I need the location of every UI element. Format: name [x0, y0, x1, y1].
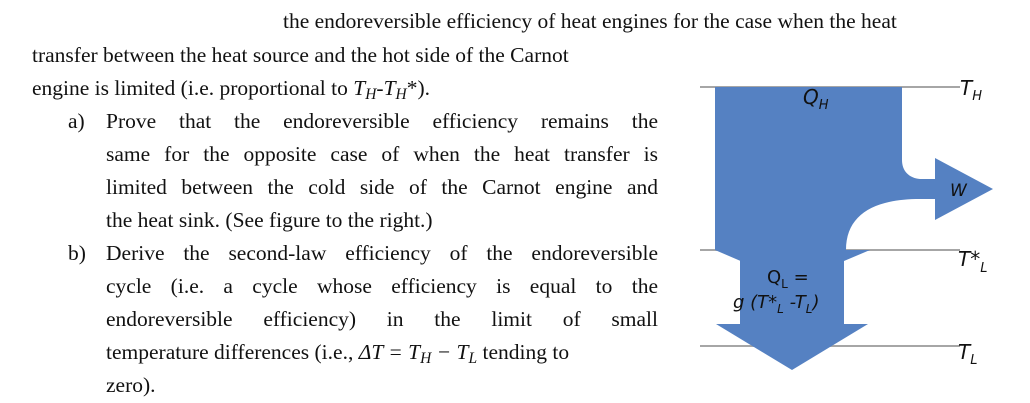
intro-minus: - [376, 76, 384, 100]
sub-l: L [468, 349, 478, 367]
sub-h: H [420, 349, 432, 367]
intro-sub-h-2: H [395, 85, 407, 103]
part-a-line-1: Prove that the endoreversible efficiency remains the [106, 109, 658, 133]
intro-sub-h: H [365, 85, 377, 103]
ql-label-line-1: $Q_L$ = [767, 267, 809, 291]
part-b-line-4-end: tending to [477, 340, 570, 364]
minus-tl: − T [431, 340, 469, 364]
part-a-line-2: same for the opposite case of when the heat transfer is [106, 142, 658, 166]
w-label: W [950, 181, 967, 201]
tl-label: $T_L$ [958, 340, 978, 368]
delta-t-equation: ΔT = T [358, 340, 421, 364]
part-a-line-4: the heat sink. (See figure to the right.) [106, 208, 433, 232]
part-b-line-4-text: temperature differences (i.e., [106, 340, 359, 364]
intro-line-1: the endoreversible efficiency of heat engines for the case when the heat [283, 9, 897, 33]
part-a-marker: a) [68, 109, 85, 133]
part-a-line-3: limited between the cold side of the Carnot engine and [106, 175, 658, 199]
intro-line-2: transfer between the heat source and the hot side of the Carnot [32, 43, 569, 67]
part-b-line-2: cycle (i.e. a cycle whose efficiency is equal to the [106, 274, 658, 298]
intro-var-th: T [353, 76, 366, 100]
intro-line-3-text: engine is limited (i.e. proportional to [32, 76, 354, 100]
ql-label-line-2: g ($T*_L$ $-T_L$) [733, 292, 820, 316]
intro-line-3-end: *). [406, 76, 430, 100]
part-b-marker: b) [68, 241, 86, 265]
part-b-line-1: Derive the second-law efficiency of the endoreversible [106, 241, 658, 265]
tstar-label: $T*_L$ [958, 247, 988, 276]
qh-label: $Q_H$ [803, 85, 829, 113]
part-b-line-5: zero). [106, 373, 156, 397]
th-label: $T_H$ [960, 76, 982, 104]
intro-var-th-star: T [383, 76, 396, 100]
part-b-line-3: endoreversible efficiency) in the limit of small [106, 307, 658, 331]
